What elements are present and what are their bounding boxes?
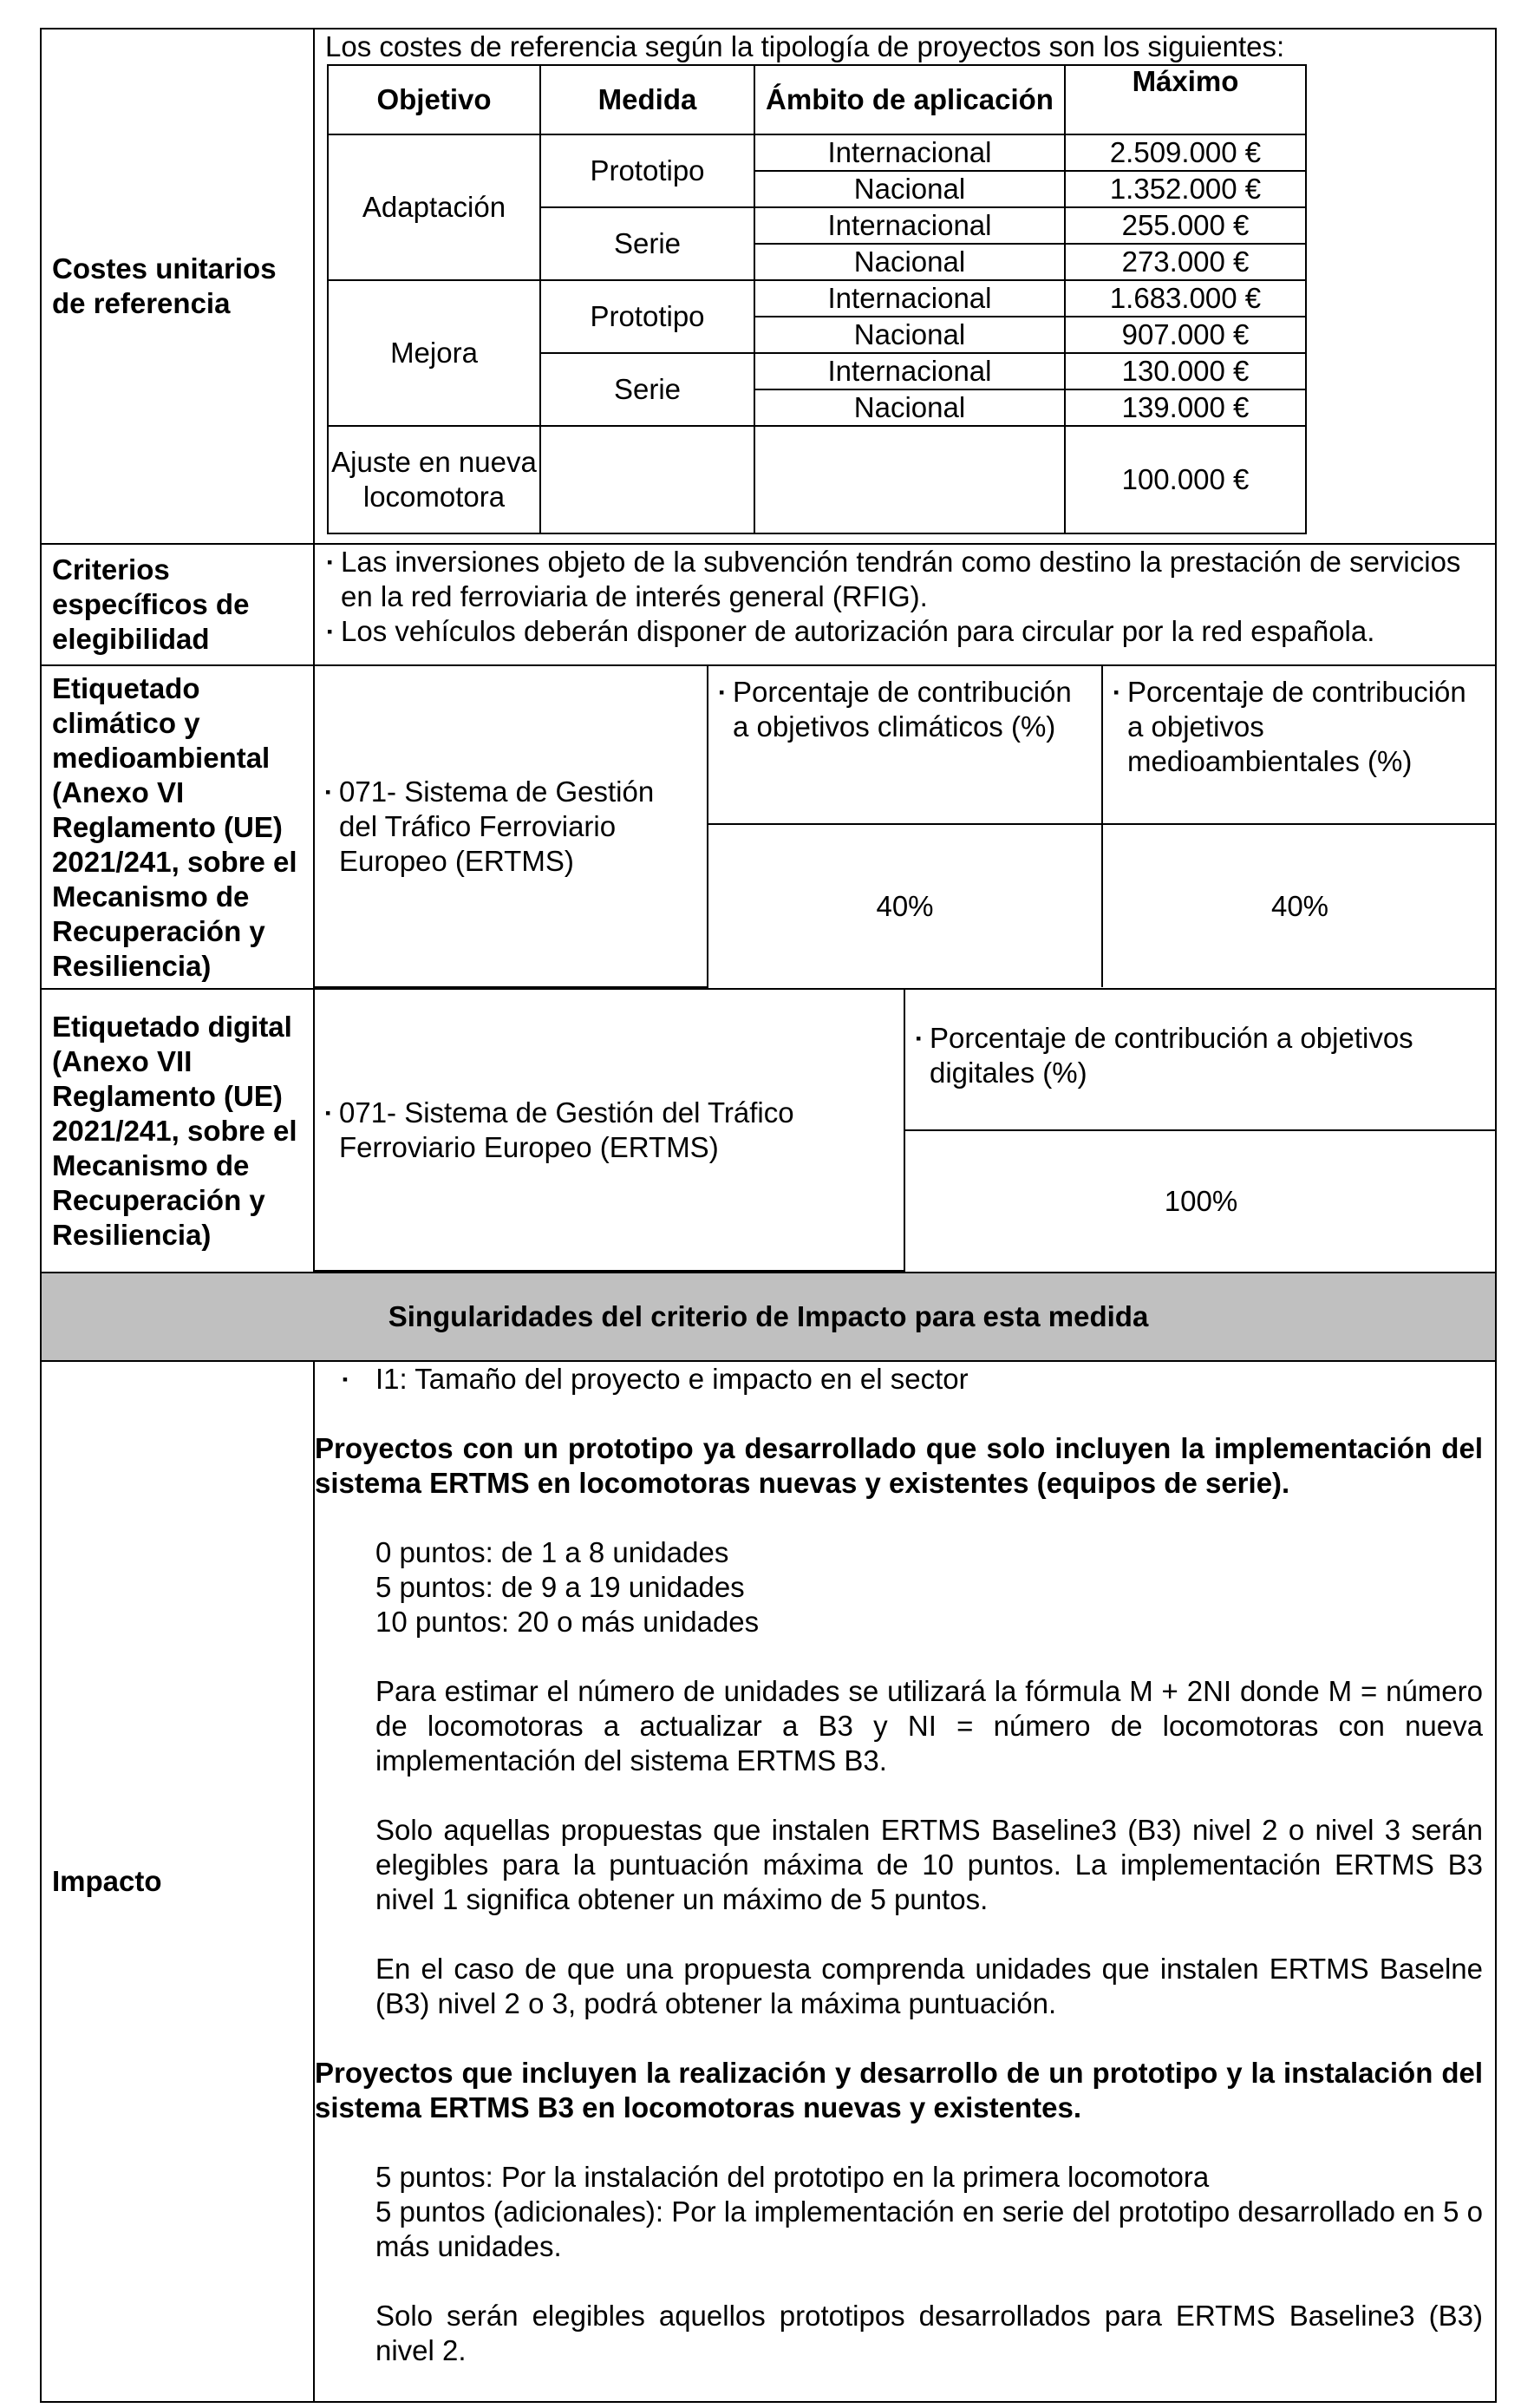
costes-label: Costes unitarios de referencia: [41, 29, 314, 544]
bullet-square-icon: ▪: [325, 782, 331, 801]
digital-campo: ▪ 071- Sistema de Gestión del Tráfico Ferroviario Europeo (ERTMS): [325, 1096, 794, 1163]
cell-ambito: Nacional: [754, 389, 1065, 426]
cell-maximo-ajuste: 100.000 €: [1065, 426, 1306, 533]
cell-maximo: 255.000 €: [1065, 207, 1306, 244]
cell-ambito: Nacional: [754, 171, 1065, 207]
costs-header-row: [328, 65, 1306, 134]
row-criterios: [41, 544, 1496, 665]
digital-label: Etiquetado digital (Anexo VII Reglamento (UE) 2021/241, sobre el Mecanismo de Recuperación y Resiliencia): [41, 989, 314, 1273]
impacto-para-2: Solo aquellas propuestas que instalen ERTMS Baseline3 (B3) nivel 2 o nivel 3 serán elegibles para la puntuación máxima de 10 puntos. La implementación ERTMS B3 nivel 1 significa obtener un máximo de 5 puntos.: [375, 1814, 1483, 1915]
impacto-para-3: En el caso de que una propuesta comprenda unidades que instalen ERTMS Baselne (B3) nivel 2 o 3, podrá obtener la máxima puntuación.: [375, 1953, 1483, 2019]
points-item: 5 puntos: de 9 a 19 unidades: [375, 1571, 745, 1603]
header-ambito: Ámbito de aplicación: [754, 65, 1065, 134]
impacto-para-4: Solo serán elegibles aquellos prototipos desarrollados para ERTMS Baseline3 (B3) nivel 2.: [375, 2300, 1483, 2366]
cell-ambito: Nacional: [754, 317, 1065, 353]
cell-ambito: Internacional: [754, 353, 1065, 389]
digital-col-header: ▪ Porcentaje de contribución a objetivos digitales (%): [916, 1022, 1413, 1089]
bullet-square-icon: ▪: [1113, 684, 1119, 701]
cell-maximo: 907.000 €: [1065, 317, 1306, 353]
cell-maximo: 130.000 €: [1065, 353, 1306, 389]
document-sheet: [40, 28, 1495, 2403]
climatico-col2-value: 40%: [1102, 824, 1497, 987]
climatico-col1-header: ▪ Porcentaje de contribución a objetivos climáticos (%): [719, 676, 1072, 743]
impacto-criterion: ▪ I1: Tamaño del proyecto e impacto en el sector: [315, 1362, 1483, 1397]
points-item: 5 puntos (adicionales): Por la implementación en serie del prototipo desarrollado en 5 o más unidades.: [375, 2195, 1483, 2262]
cell-maximo: 1.683.000 €: [1065, 280, 1306, 317]
cell-ambito: Nacional: [754, 244, 1065, 280]
bullet-square-icon: ▪: [916, 1030, 922, 1047]
points-item: 10 puntos: 20 o más unidades: [375, 1606, 760, 1638]
criterios-label: Criterios específicos de elegibilidad: [41, 544, 314, 665]
measure-table: [40, 28, 1497, 2403]
cell-medida: Serie: [540, 353, 754, 426]
cell-ambito: Internacional: [754, 280, 1065, 317]
row-costes: [41, 29, 1496, 544]
impacto-heading-2: Proyectos que incluyen la realización y desarrollo de un prototipo y la instalación del sistema ERTMS B3 en locomotoras nuevas y existentes.: [315, 2057, 1483, 2123]
cell-objetivo-adaptacion: Adaptación: [328, 134, 540, 280]
cell-maximo: 2.509.000 €: [1065, 134, 1306, 171]
digital-col-value: 100%: [904, 1130, 1497, 1271]
cell-objetivo-ajuste: Ajuste en nueva locomotora: [328, 426, 540, 533]
row-impacto: [41, 1361, 1496, 2402]
row-section-title: [41, 1273, 1496, 1361]
climatico-grid: [315, 666, 1497, 988]
bullet-square-icon: ▪: [327, 623, 333, 640]
cell-objetivo-mejora: Mejora: [328, 280, 540, 426]
impacto-label: Impacto: [41, 1361, 314, 2402]
cell-medida: Prototipo: [540, 134, 754, 207]
cell-ambito: Internacional: [754, 207, 1065, 244]
impacto-heading-1: Proyectos con un prototipo ya desarrollado que solo incluyen la implementación del sistema ERTMS en locomotoras nuevas y existentes (equipos de serie).: [315, 1432, 1483, 1499]
bullet-square-icon: ▪: [342, 1371, 349, 1388]
criterio-item: ▪ Los vehículos deberán disponer de autorización para circular por la red española.: [327, 615, 1375, 647]
criterio-item: ▪ Las inversiones objeto de la subvención tendrán como destino la prestación de servicios en la red ferroviaria de interés general (RFIG).: [327, 546, 1461, 612]
cell-ambito: Internacional: [754, 134, 1065, 171]
header-medida: Medida: [540, 65, 754, 134]
bullet-square-icon: ▪: [325, 1103, 331, 1122]
header-objetivo: Objetivo: [328, 65, 540, 134]
points-item: 5 puntos: Por la instalación del prototipo en la primera locomotora: [375, 2161, 1210, 2193]
impacto-para-1: Para estimar el número de unidades se utilizará la fórmula M + 2NI donde M = número de locomotoras a actualizar a B3 y NI = número de locomotoras con nueva implementación del sistema ERTMS B3.: [375, 1675, 1483, 1777]
climatico-campo: ▪ 071- Sistema de Gestión del Tráfico Ferroviario Europeo (ERTMS): [325, 775, 655, 877]
row-climatico: [41, 665, 1496, 989]
cell-medida: Serie: [540, 207, 754, 280]
row-digital: [41, 989, 1496, 1273]
cell-maximo: 1.352.000 €: [1065, 171, 1306, 207]
climatico-label: Etiquetado climático y medioambiental (Anexo VI Reglamento (UE) 2021/241, sobre el Mecanismo de Recuperación y Resiliencia): [41, 665, 314, 989]
bullet-square-icon: ▪: [719, 684, 725, 701]
bullet-square-icon: ▪: [327, 553, 333, 571]
costes-intro: Los costes de referencia según la tipología de proyectos son los siguientes:: [325, 30, 1285, 62]
digital-grid: [315, 990, 1497, 1272]
points-item: 0 puntos: de 1 a 8 unidades: [375, 1536, 729, 1568]
costs-table: [327, 64, 1307, 534]
climatico-col2-header: ▪ Porcentaje de contribución a objetivos medioambientales (%): [1113, 676, 1466, 777]
impacto-points-1: [315, 1535, 1483, 1639]
section-title: Singularidades del criterio de Impacto para esta medida: [41, 1273, 1496, 1361]
cell-maximo: 139.000 €: [1065, 389, 1306, 426]
impacto-points-2: [315, 2160, 1483, 2264]
cell-medida: Prototipo: [540, 280, 754, 353]
header-maximo: Máximo: [1065, 65, 1306, 134]
cell-maximo: 273.000 €: [1065, 244, 1306, 280]
climatico-col1-value: 40%: [708, 824, 1102, 987]
